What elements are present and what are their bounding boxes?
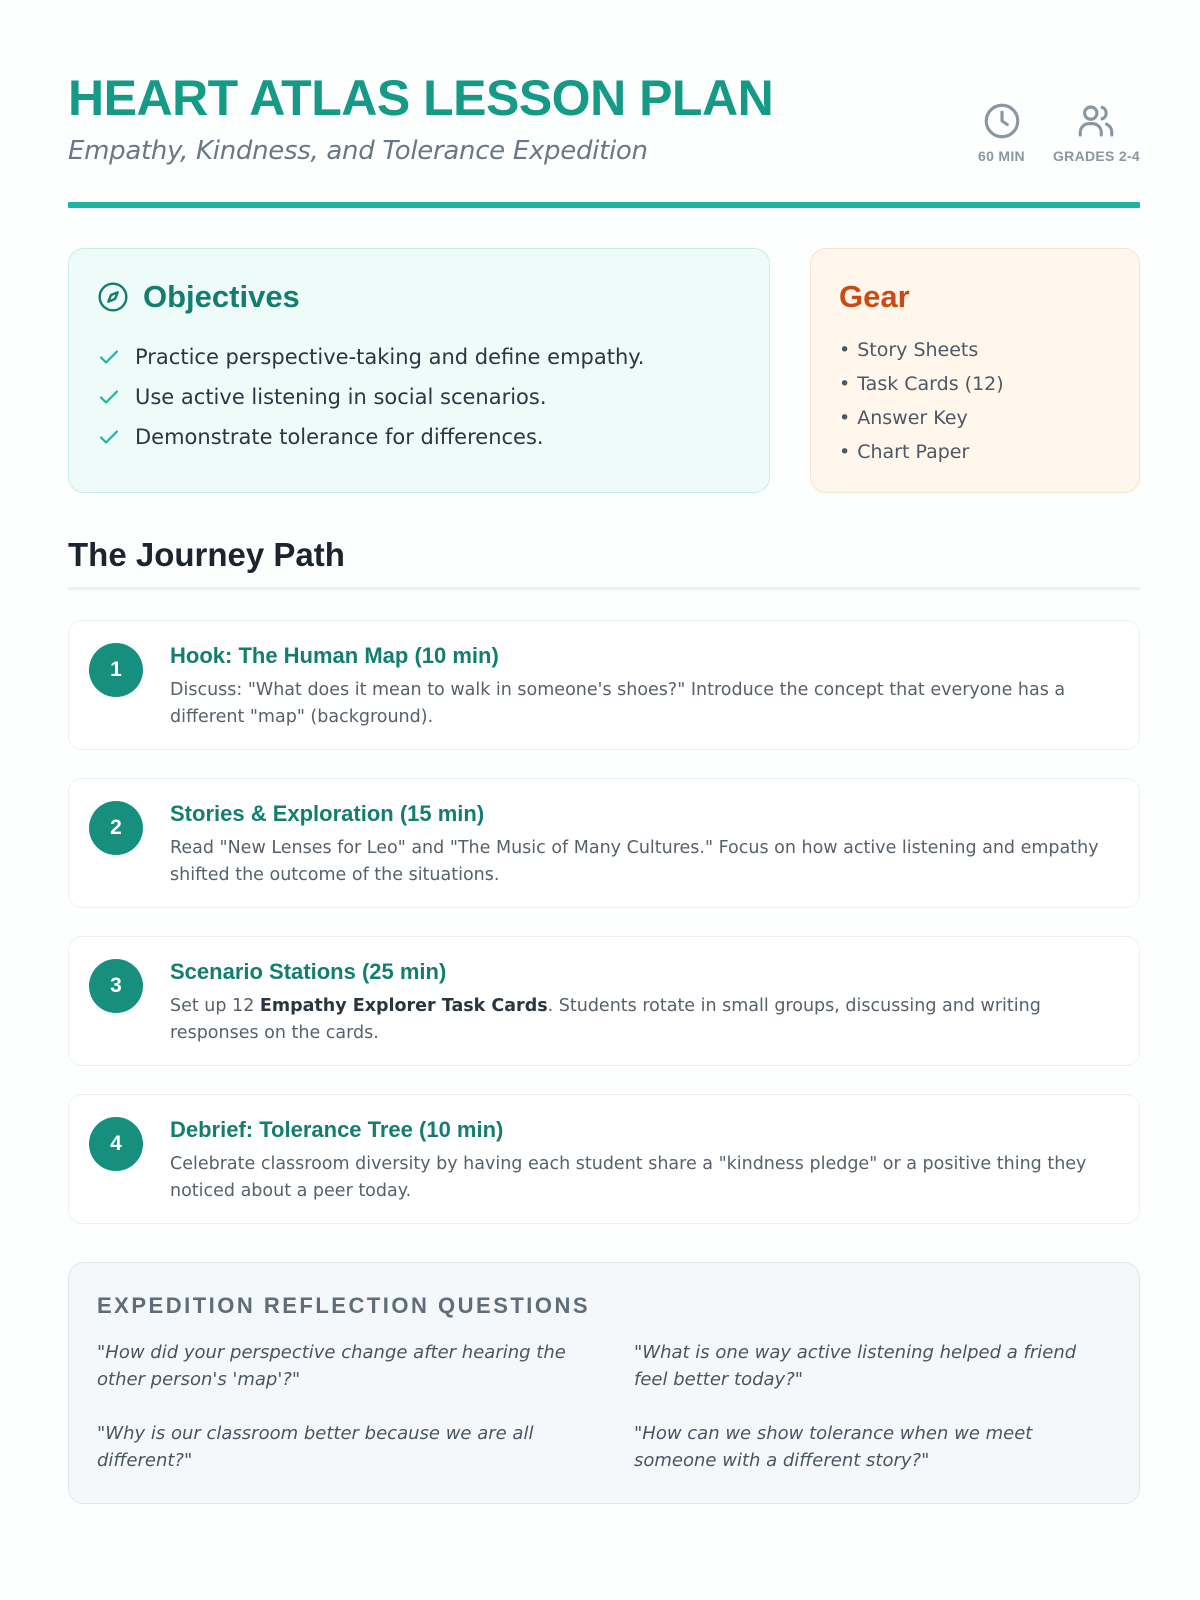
reflection-question: "Why is our classroom better because we are all different?" (97, 1423, 534, 1471)
journey-step-1 (68, 620, 1140, 750)
reflection-question: "How did your perspective change after hearing the other person's 'map'?" (97, 1342, 566, 1390)
gear-item (839, 435, 1111, 469)
gear-item-text: Task Cards (12) (857, 373, 1004, 395)
gear-item-text: Chart Paper (857, 441, 970, 463)
gear-title: Gear (839, 279, 910, 314)
step-description: Discuss: "What does it mean to walk in someone's shoes?" Introduce the concept that everyone has a different "map" (background). (170, 680, 1066, 727)
step-description: Celebrate classroom diversity by having each student share a "kindness pledge" or a positive thing they noticed about a peer today. (170, 1154, 1087, 1201)
gear-card (810, 248, 1140, 493)
step-description-text: Set up 12 (170, 996, 260, 1016)
gear-list (839, 333, 1111, 469)
reflection-question: "How can we show tolerance when we meet someone with a different story?" (634, 1423, 1033, 1471)
objective-item (97, 337, 741, 377)
users-icon (1075, 100, 1117, 142)
gear-item (839, 333, 1111, 367)
step-title: Stories & Exploration (15 min) (170, 801, 485, 826)
bullet-icon: • (839, 441, 851, 463)
check-icon (97, 425, 121, 449)
clock-icon (981, 100, 1023, 142)
duration-meta (978, 100, 1025, 164)
compass-icon (97, 281, 129, 313)
duration-label: 60 MIN (978, 148, 1025, 164)
bullet-icon: • (839, 373, 851, 395)
journey-step-3 (68, 936, 1140, 1066)
reflection-card (68, 1262, 1140, 1504)
check-icon (97, 385, 121, 409)
header-divider (68, 202, 1140, 208)
step-title: Debrief: Tolerance Tree (10 min) (170, 1117, 504, 1142)
step-title: Hook: The Human Map (10 min) (170, 643, 499, 668)
journey-divider (68, 587, 1140, 590)
objectives-list (97, 337, 741, 457)
step-description-text: . Students rotate in small groups, discussing and writing responses on the cards. (170, 996, 1041, 1043)
step-number-badge: 4 (89, 1117, 143, 1171)
objective-item (97, 377, 741, 417)
step-title: Scenario Stations (25 min) (170, 959, 447, 984)
objective-text: Demonstrate tolerance for differences. (135, 425, 544, 449)
grades-label: GRADES 2-4 (1052, 148, 1140, 164)
grades-meta (1053, 100, 1140, 164)
objectives-heading (97, 279, 741, 315)
objectives-card (68, 248, 770, 493)
check-icon (97, 345, 121, 369)
step-description (170, 993, 1110, 1047)
objective-text: Practice perspective-taking and define empathy. (135, 345, 645, 369)
step-number-badge: 3 (89, 959, 143, 1013)
reflection-question: "What is one way active listening helped a friend feel better today?" (634, 1342, 1077, 1390)
step-description-emphasis: Empathy Explorer Task Cards (259, 996, 548, 1016)
journey-title: The Journey Path (68, 536, 345, 573)
gear-item-text: Story Sheets (857, 339, 979, 361)
reflection-title: EXPEDITION REFLECTION QUESTIONS (97, 1293, 591, 1318)
journey-step-4 (68, 1094, 1140, 1224)
step-number-badge: 1 (89, 643, 143, 697)
lesson-meta (978, 100, 1140, 164)
objective-text: Use active listening in social scenarios. (135, 385, 547, 409)
bullet-icon: • (839, 407, 851, 429)
step-description: Read "New Lenses for Leo" and "The Music of Many Cultures." Focus on how active listening and empathy shifted the outcome of the situations. (170, 838, 1099, 885)
gear-item-text: Answer Key (857, 407, 968, 429)
page-subtitle: Empathy, Kindness, and Tolerance Expedition (68, 136, 648, 166)
page-title: HEART ATLAS LESSON PLAN (68, 70, 774, 126)
journey-step-2 (68, 778, 1140, 908)
bullet-icon: • (839, 339, 851, 361)
gear-item (839, 367, 1111, 401)
reflection-questions (97, 1339, 1111, 1474)
objective-item (97, 417, 741, 457)
step-number-badge: 2 (89, 801, 143, 855)
objectives-title: Objectives (143, 279, 300, 314)
gear-item (839, 401, 1111, 435)
lesson-header (68, 70, 1140, 210)
